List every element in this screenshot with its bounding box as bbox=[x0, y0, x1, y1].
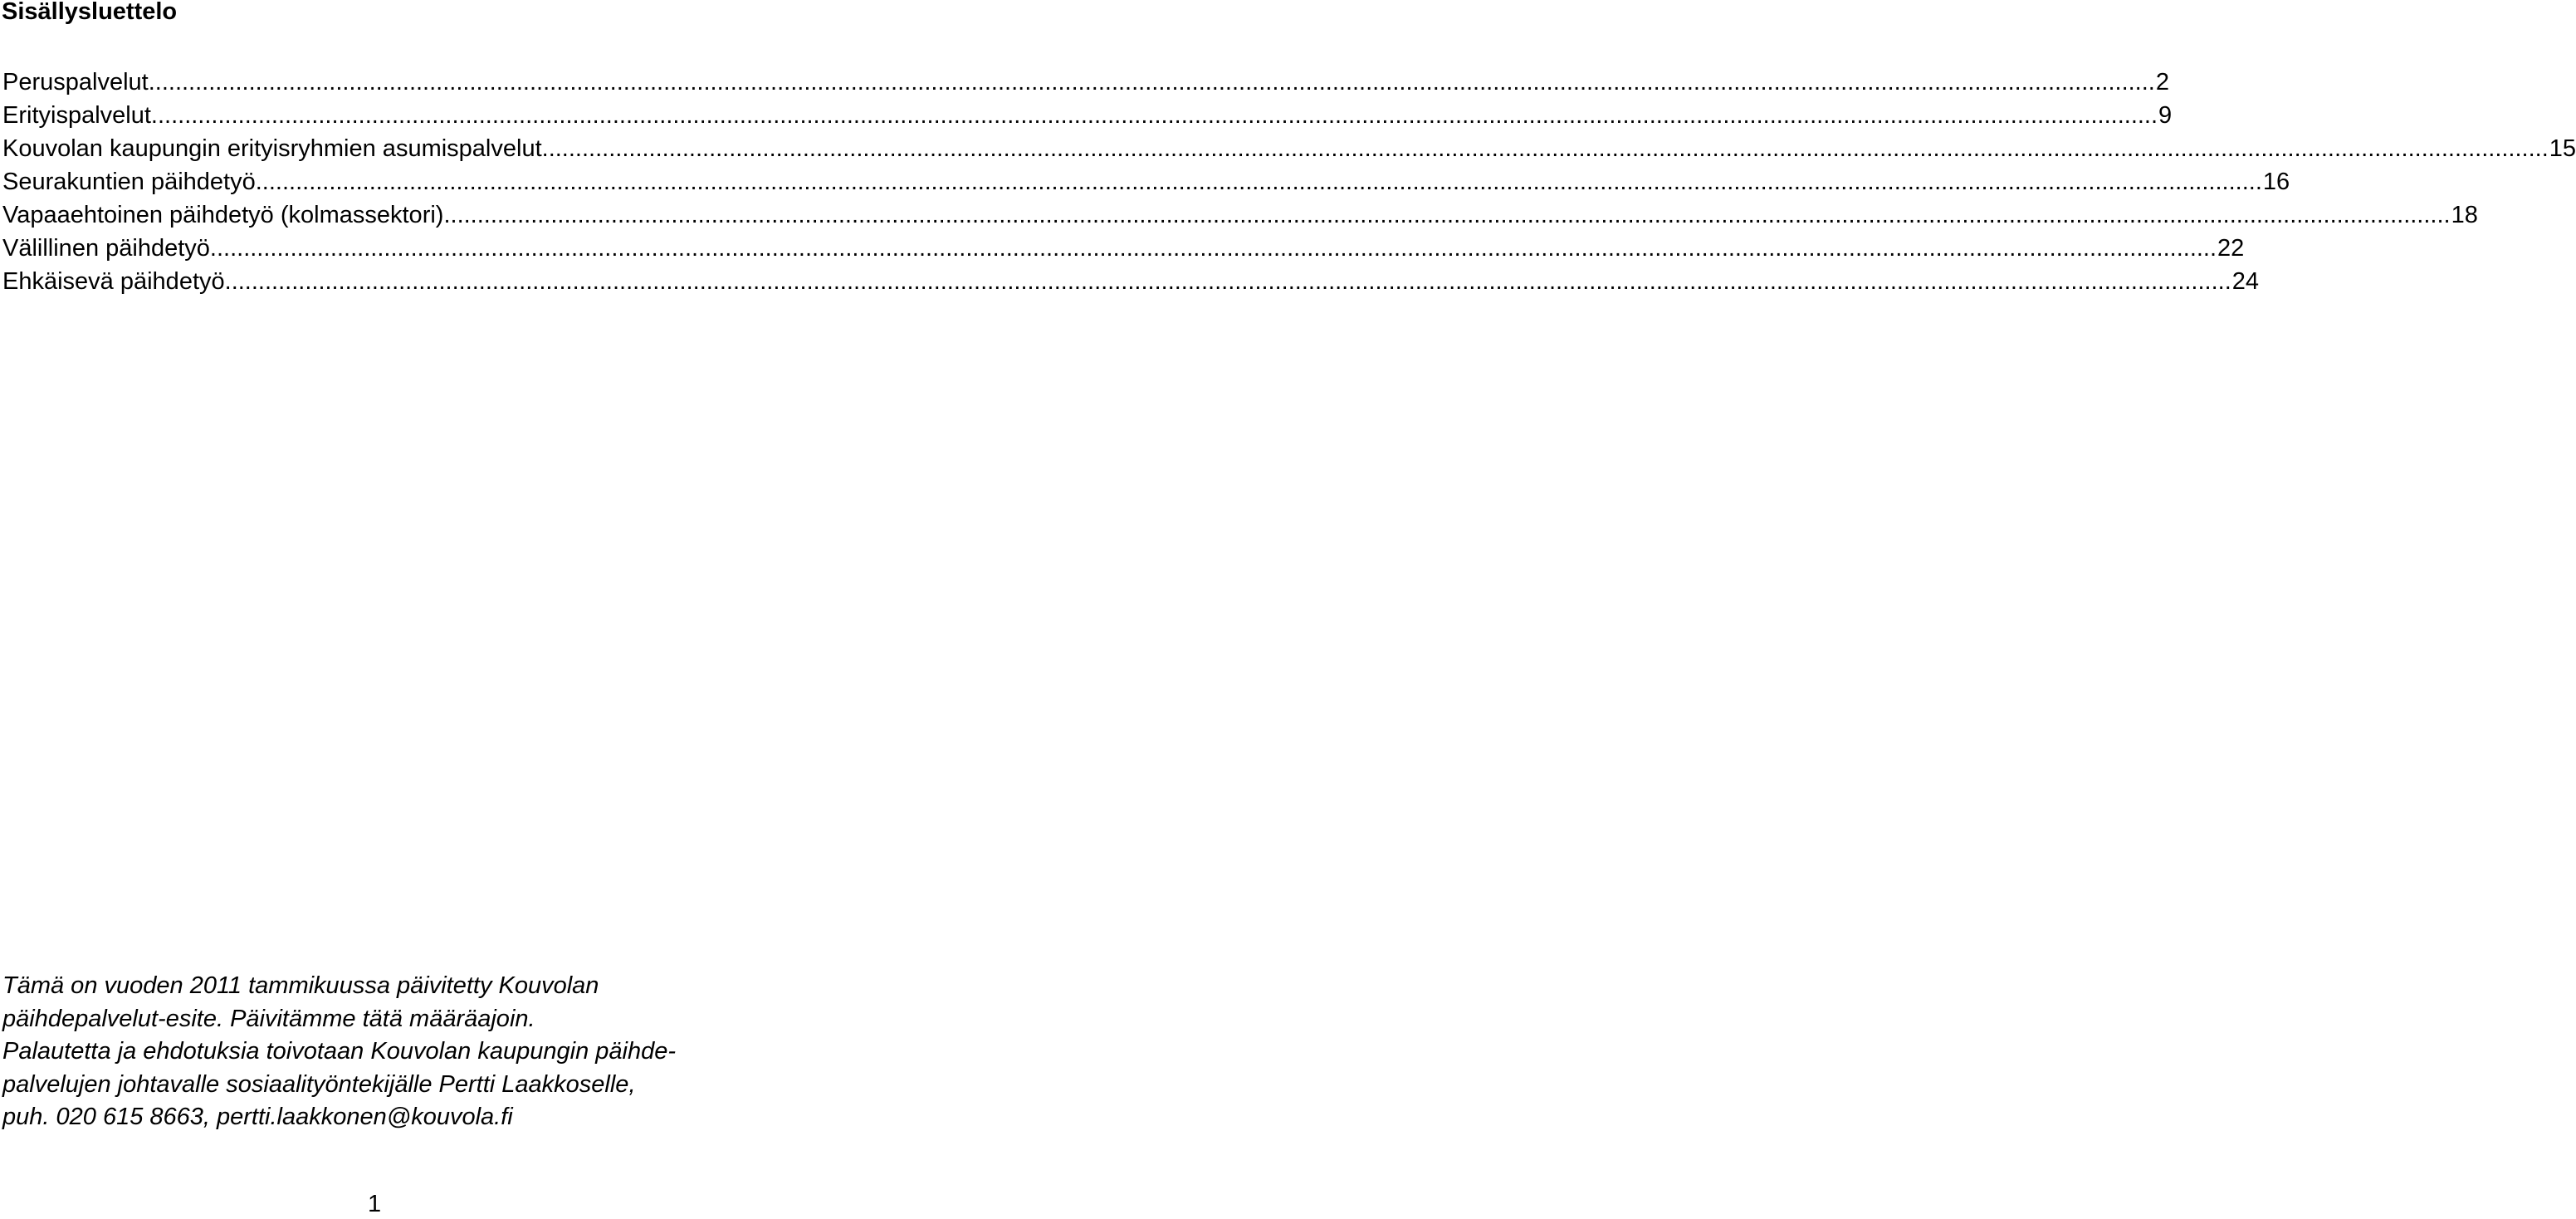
toc-dot-leader: ............................................................................................................................................................................................................................................................................................................ bbox=[209, 235, 2217, 262]
toc-entry-ehkaiseva-paihdetyo[interactable] bbox=[2, 265, 2260, 298]
toc-entry-title: Vapaaehtoinen päihdetyö (kolmassektori) bbox=[2, 202, 444, 228]
toc-entry-erityispalvelut[interactable] bbox=[2, 99, 2173, 132]
toc-dot-leader: ............................................................................................................................................................................................................................................................................................................ bbox=[541, 135, 2549, 162]
toc-entry-page: 18 bbox=[2451, 202, 2478, 228]
toc-entry-asumispalvelut[interactable] bbox=[2, 132, 2576, 165]
toc-entry-title: Seurakuntien päihdetyö bbox=[2, 169, 256, 195]
page-title: Sisällysluettelo bbox=[2, 0, 178, 25]
toc-entry-title: Kouvolan kaupungin erityisryhmien asumispalvelut bbox=[2, 135, 542, 162]
toc-dot-leader: ............................................................................................................................................................................................................................................................................................................ bbox=[255, 169, 2262, 195]
toc-dot-leader: ............................................................................................................................................................................................................................................................................................................ bbox=[148, 69, 2155, 95]
toc-entry-title: Erityispalvelut bbox=[2, 102, 151, 129]
toc-dot-leader: ............................................................................................................................................................................................................................................................................................................ bbox=[443, 202, 2451, 228]
update-notice bbox=[2, 970, 791, 1134]
toc-dot-leader: ............................................................................................................................................................................................................................................................................................................ bbox=[224, 268, 2231, 295]
toc-entry-peruspalvelut[interactable] bbox=[2, 66, 2169, 99]
notice-line: Tämä on vuoden 2011 tammikuussa päivitetty Kouvolan bbox=[2, 972, 599, 999]
toc-entry-vapaaehtoinen-paihdetyo[interactable] bbox=[2, 198, 2478, 232]
notice-line: Palautetta ja ehdotuksia toivotaan Kouvolan kaupungin päihde- bbox=[2, 1038, 676, 1065]
notice-line: palvelujen johtavalle sosiaalityöntekijälle Pertti Laakkoselle, bbox=[2, 1070, 636, 1098]
toc-entry-page: 2 bbox=[2155, 69, 2169, 95]
notice-line-contact[interactable]: puh. 020 615 8663, pertti.laakkonen@kouvola.fi bbox=[2, 1104, 513, 1130]
table-of-contents bbox=[2, 66, 2576, 298]
toc-entry-page: 15 bbox=[2549, 135, 2576, 162]
toc-entry-page: 9 bbox=[2158, 102, 2173, 129]
toc-dot-leader: ............................................................................................................................................................................................................................................................................................................ bbox=[150, 102, 2158, 129]
toc-entry-page: 22 bbox=[2217, 235, 2245, 262]
toc-entry-page: 24 bbox=[2231, 268, 2260, 295]
toc-entry-valillinen-paihdetyo[interactable] bbox=[2, 232, 2245, 265]
toc-entry-page: 16 bbox=[2262, 169, 2290, 195]
notice-line: päihdepalvelut-esite. Päivitämme tätä määräajoin. bbox=[2, 1005, 535, 1032]
page-number: 1 bbox=[368, 1191, 382, 1217]
toc-entry-title: Välillinen päihdetyö bbox=[2, 235, 210, 262]
toc-entry-title: Ehkäisevä päihdetyö bbox=[2, 268, 225, 295]
toc-entry-title: Peruspalvelut bbox=[2, 69, 149, 95]
toc-entry-seurakuntien-paihdetyo[interactable] bbox=[2, 165, 2290, 198]
